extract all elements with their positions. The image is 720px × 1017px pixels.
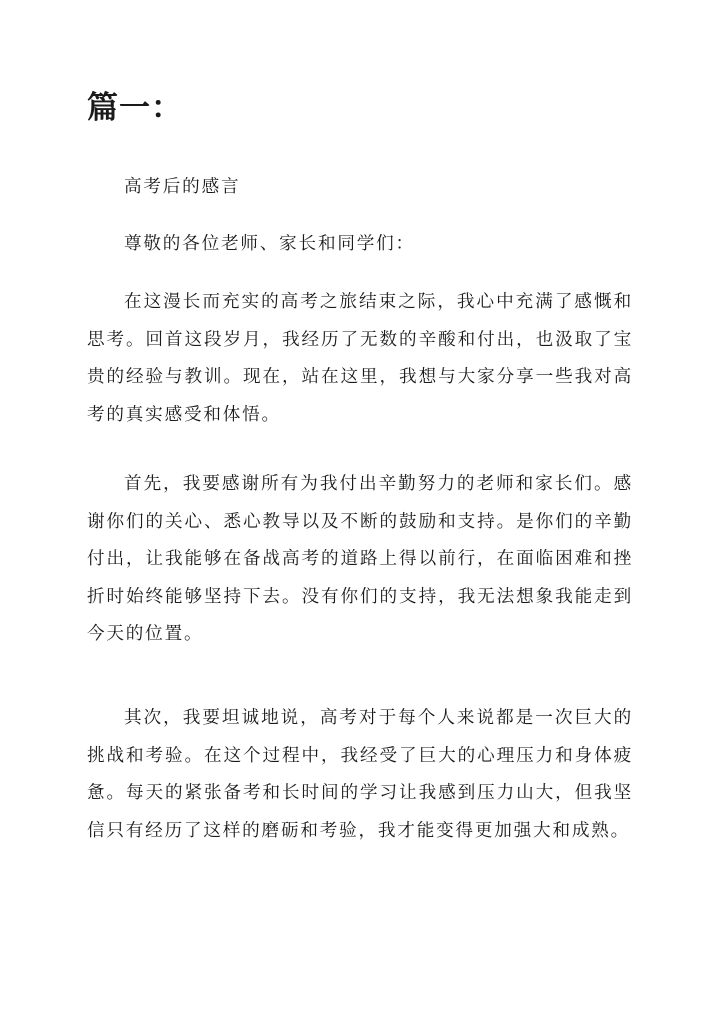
paragraph-1: 在这漫长而充实的高考之旅结束之际，我心中充满了感慨和思考。回首这段岁月，我经历了无数的辛酸和付出，也汲取了宝贵的经验与教训。现在，站在这里，我想与大家分享一些我对高考的真实感受和体悟。: [87, 292, 633, 425]
essay-title: 高考后的感言: [124, 177, 241, 197]
paragraph-3: 其次，我要坦诚地说，高考对于每个人来说都是一次巨大的挑战和考验。在这个过程中，我经受了巨大的心理压力和身体疲惫。每天的紧张备考和长时间的学习让我感到压力山大，但我坚信只有经历了这样的磨砺和考验，我才能变得更加强大和成熟。: [87, 708, 633, 841]
paragraph-2: 首先，我要感谢所有为我付出辛勤努力的老师和家长们。感谢你们的关心、悉心教导以及不断的鼓励和支持。是你们的辛勤付出，让我能够在备战高考的道路上得以前行，在面临困难和挫折时始终能够坚持下去。没有你们的支持，我无法想象我能走到今天的位置。: [87, 474, 633, 644]
section-heading: 篇一：: [87, 90, 183, 126]
greeting: 尊敬的各位老师、家长和同学们：: [124, 234, 415, 254]
